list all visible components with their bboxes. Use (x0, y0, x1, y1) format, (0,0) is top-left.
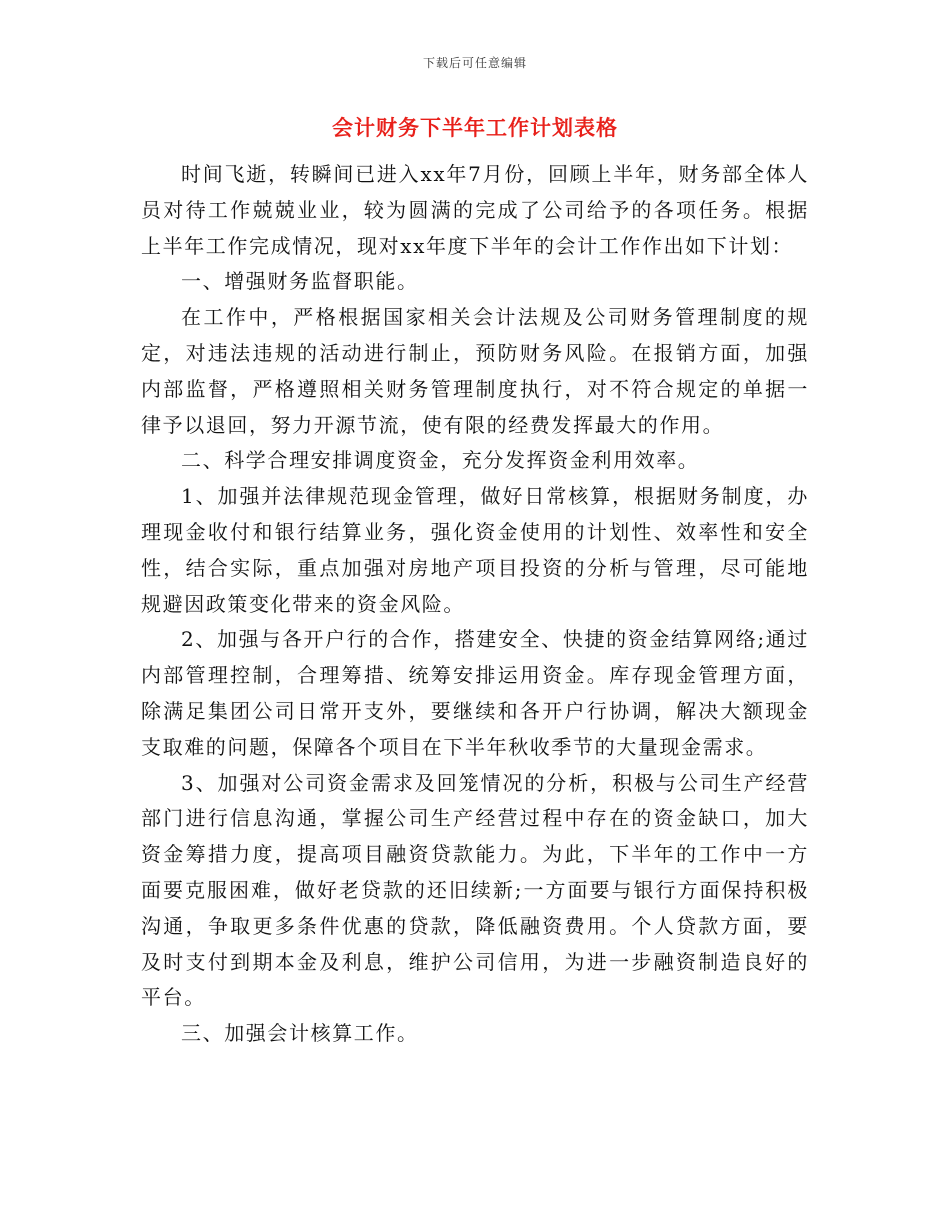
paragraph-item-1: 1、加强并法律规范现金管理，做好日常核算，根据财务制度，办理现金收付和银行结算业务，强化资金使用的计划性、效率性和安全性，结合实际，重点加强对房地产项目投资的分析与管理，尽可能地规避因政策变化带来的资金风险。 (141, 484, 809, 616)
section-heading-3: 三、加强会计核算工作。 (181, 1021, 419, 1046)
document-body (141, 157, 809, 1052)
section-heading-1: 一、增强财务监督职能。 (181, 269, 419, 294)
paragraph-intro: 时间飞逝，转瞬间已进入xx年7月份，回顾上半年，财务部全体人员对待工作兢兢业业，较为圆满的完成了公司给予的各项任务。根据上半年工作完成情况，现对xx年度下半年的会计工作作出如下计划： (141, 162, 809, 258)
header-note: 下载后可任意编辑 (422, 56, 527, 70)
section-heading-2: 二、科学合理安排调度资金，充分发挥资金利用效率。 (181, 448, 700, 473)
paragraph-item-2: 2、加强与各开户行的合作，搭建安全、快捷的资金结算网络;通过内部管理控制，合理筹措、统筹安排运用资金。库存现金管理方面，除满足集团公司日常开支外，要继续和各开户行协调，解决大额现金支取难的问题，保障各个项目在下半年秋收季节的大量现金需求。 (141, 627, 809, 759)
paragraph-item-3: 3、加强对公司资金需求及回笼情况的分析，积极与公司生产经营部门进行信息沟通，掌握公司生产经营过程中存在的资金缺口，加大资金筹措力度，提高项目融资贷款能力。为此，下半年的工作中一方面要克服困难，做好老贷款的还旧续新;一方面要与银行方面保持积极沟通，争取更多条件优惠的贷款，降低融资费用。个人贷款方面，要及时支付到期本金及利息，维护公司信用，为进一步融资制造良好的平台。 (141, 770, 809, 1010)
document-title: 会计财务下半年工作计划表格 (332, 116, 618, 140)
paragraph-supervision: 在工作中，严格根据国家相关会计法规及公司财务管理制度的规定，对违法违规的活动进行制止，预防财务风险。在报销方面，加强内部监督，严格遵照相关财务管理制度执行，对不符合规定的单据一律予以退回，努力开源节流，使有限的经费发挥最大的作用。 (141, 305, 809, 437)
